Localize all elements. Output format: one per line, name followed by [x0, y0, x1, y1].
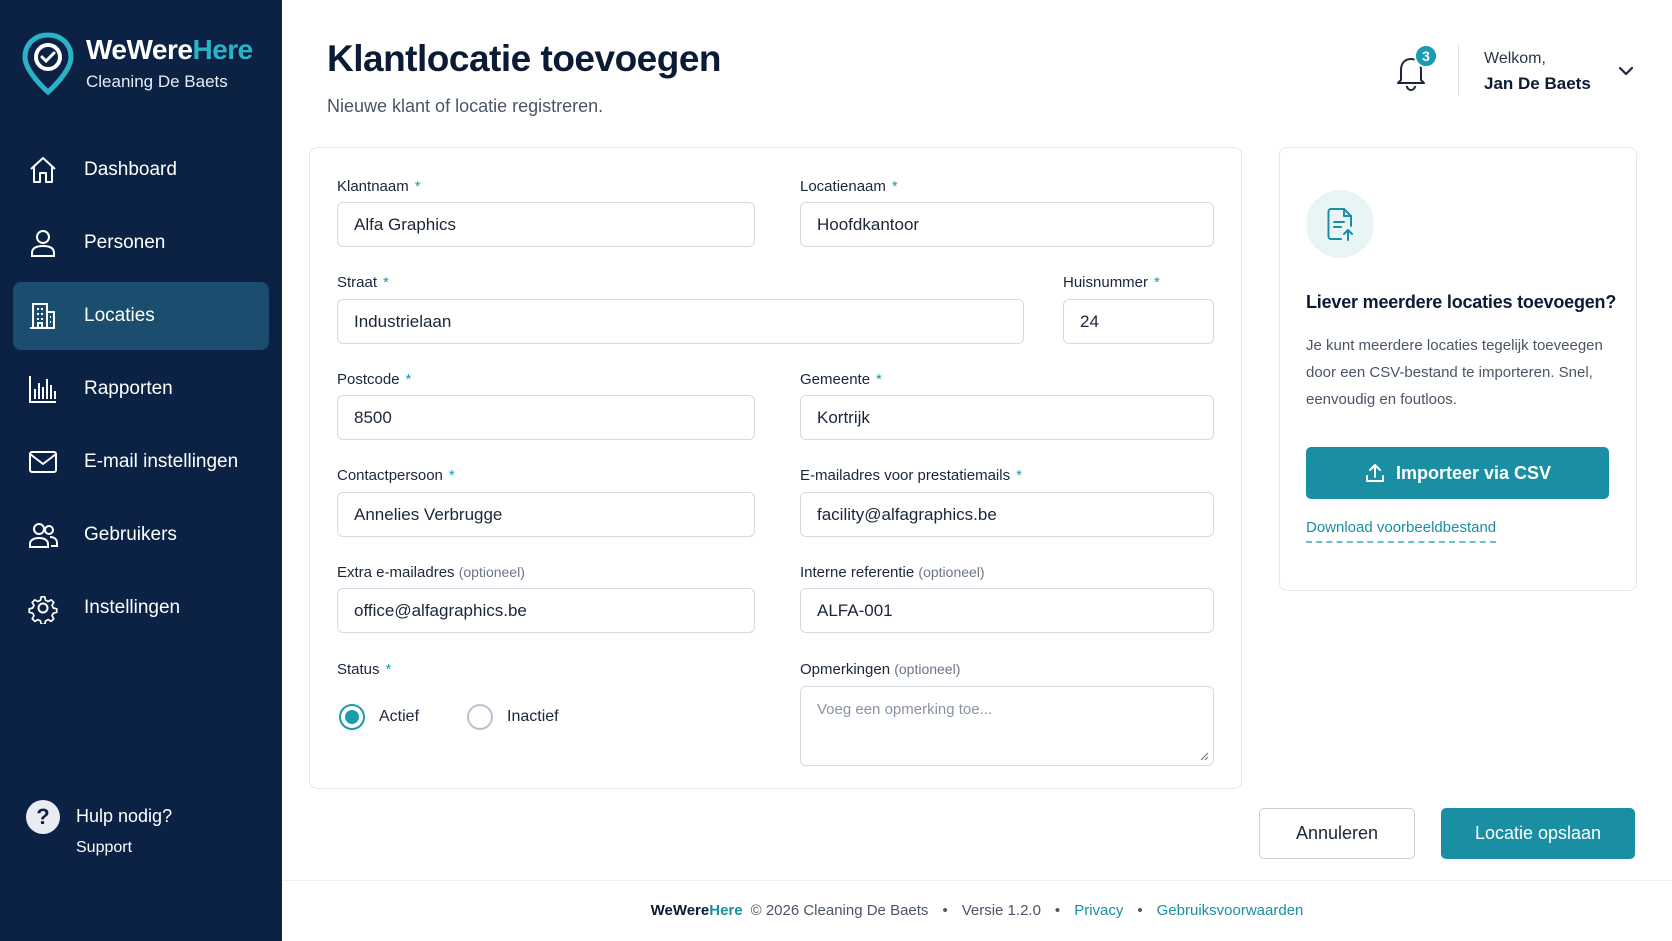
user-name: Jan De Baets: [1484, 74, 1591, 93]
help-title: Hulp nodig?: [76, 806, 173, 826]
terms-link[interactable]: Gebruiksvoorwaarden: [1156, 902, 1304, 919]
resize-handle-icon[interactable]: [1199, 751, 1209, 761]
huisnummer-input[interactable]: 24: [1063, 299, 1214, 344]
sidebar-item-email-instellingen[interactable]: E-mail instellingen: [13, 428, 269, 496]
sidebar-nav: [13, 136, 269, 647]
gemeente-label: Gemeente *: [800, 371, 882, 388]
user-menu[interactable]: [1484, 50, 1591, 94]
extra-email-input[interactable]: office@alfagraphics.be: [337, 588, 755, 633]
prestatiemail-label: E-mailadres voor prestatiemails *: [800, 467, 1022, 484]
brand-subtitle: Cleaning De Baets: [86, 72, 228, 91]
footer-copyright: © 2026 Cleaning De Baets: [750, 902, 929, 919]
save-location-button[interactable]: Locatie opslaan: [1441, 808, 1635, 859]
interne-referentie-label: Interne referentie (optioneel): [800, 564, 985, 581]
users-icon: [27, 519, 59, 551]
radio-checked-icon[interactable]: [339, 704, 365, 730]
bar-chart-icon: [27, 373, 59, 405]
header-divider: [1458, 44, 1459, 96]
import-card-text: Je kunt meerdere locaties tegelijk toeveegen door een CSV-bestand te importeren. Snel, eenvoudig en foutloos.: [1306, 337, 1603, 408]
import-card-title: Liever meerdere locaties toevoegen?: [1306, 292, 1617, 312]
interne-referentie-input[interactable]: ALFA-001: [800, 588, 1214, 633]
help-support[interactable]: [26, 800, 172, 857]
sidebar-item-gebruikers[interactable]: Gebruikers: [13, 501, 269, 569]
home-icon: [27, 154, 59, 186]
straat-input[interactable]: Industrielaan: [337, 299, 1024, 344]
file-upload-icon-wrapper: [1306, 190, 1374, 258]
footer-separator: •: [1054, 902, 1061, 919]
footer-version: Versie 1.2.0: [961, 902, 1041, 919]
welcome-label: Welkom,: [1484, 50, 1546, 67]
status-radio-actief[interactable]: Actief: [339, 704, 419, 730]
sidebar-item-instellingen[interactable]: Instellingen: [13, 574, 269, 642]
footer-brand: WeWereHere: [650, 902, 743, 919]
page-subtitle: Nieuwe klant of locatie registreren.: [327, 96, 604, 116]
brand-name: WeWereHere: [86, 34, 253, 65]
gemeente-input[interactable]: Kortrijk: [800, 395, 1214, 440]
file-upload-icon: [1324, 206, 1356, 242]
huisnummer-label: Huisnummer *: [1063, 274, 1160, 291]
sidebar-item-dashboard[interactable]: Dashboard: [13, 136, 269, 204]
klantnaam-label: Klantnaam *: [337, 178, 421, 195]
contactpersoon-label: Contactpersoon *: [337, 467, 455, 484]
sidebar-item-locaties[interactable]: Locaties: [13, 282, 269, 350]
status-label: Status *: [337, 661, 392, 678]
postcode-input[interactable]: 8500: [337, 395, 755, 440]
prestatiemail-input[interactable]: facility@alfagraphics.be: [800, 492, 1214, 537]
sidebar-item-rapporten[interactable]: Rapporten: [13, 355, 269, 423]
support-link[interactable]: Support: [76, 839, 133, 856]
footer-separator: •: [942, 902, 948, 919]
straat-label: Straat *: [337, 274, 389, 291]
page-title: Klantlocatie toevoegen: [327, 38, 722, 79]
import-csv-card: [1279, 147, 1637, 591]
download-sample-link[interactable]: Download voorbeeldbestand: [1306, 519, 1496, 543]
building-icon: [27, 300, 59, 332]
klantnaam-input[interactable]: Alfa Graphics: [337, 202, 755, 247]
import-csv-button[interactable]: Importeer via CSV: [1306, 447, 1609, 499]
contactpersoon-input[interactable]: Annelies Verbrugge: [337, 492, 755, 537]
postcode-label: Postcode *: [337, 371, 412, 388]
status-radio-inactief[interactable]: Inactief: [467, 704, 559, 730]
brand[interactable]: [22, 32, 253, 96]
opmerkingen-label: Opmerkingen (optioneel): [800, 661, 961, 678]
upload-icon: [1364, 462, 1386, 484]
cancel-button[interactable]: Annuleren: [1259, 808, 1415, 859]
extra-email-label: Extra e-mailadres (optioneel): [337, 564, 525, 581]
chevron-down-icon[interactable]: [1617, 62, 1635, 80]
sidebar-item-personen[interactable]: Personen: [13, 209, 269, 277]
footer-separator: •: [1137, 902, 1143, 919]
notification-badge: 3: [1414, 44, 1438, 68]
footer-divider: [282, 880, 1672, 881]
location-form-card: [309, 147, 1242, 789]
location-pin-logo-icon: [22, 32, 74, 96]
locatienaam-label: Locatienaam *: [800, 178, 898, 195]
help-icon: ?: [26, 800, 60, 834]
opmerkingen-placeholder: Voeg een opmerking toe...: [817, 701, 993, 718]
sidebar: [0, 0, 282, 941]
user-icon: [27, 227, 59, 259]
footer: [282, 902, 1672, 919]
mail-icon: [27, 446, 59, 478]
radio-unchecked-icon[interactable]: [467, 704, 493, 730]
opmerkingen-textarea[interactable]: [800, 686, 1214, 766]
gear-icon: [27, 592, 59, 624]
privacy-link[interactable]: Privacy: [1074, 902, 1124, 919]
locatienaam-input[interactable]: Hoofdkantoor: [800, 202, 1214, 247]
